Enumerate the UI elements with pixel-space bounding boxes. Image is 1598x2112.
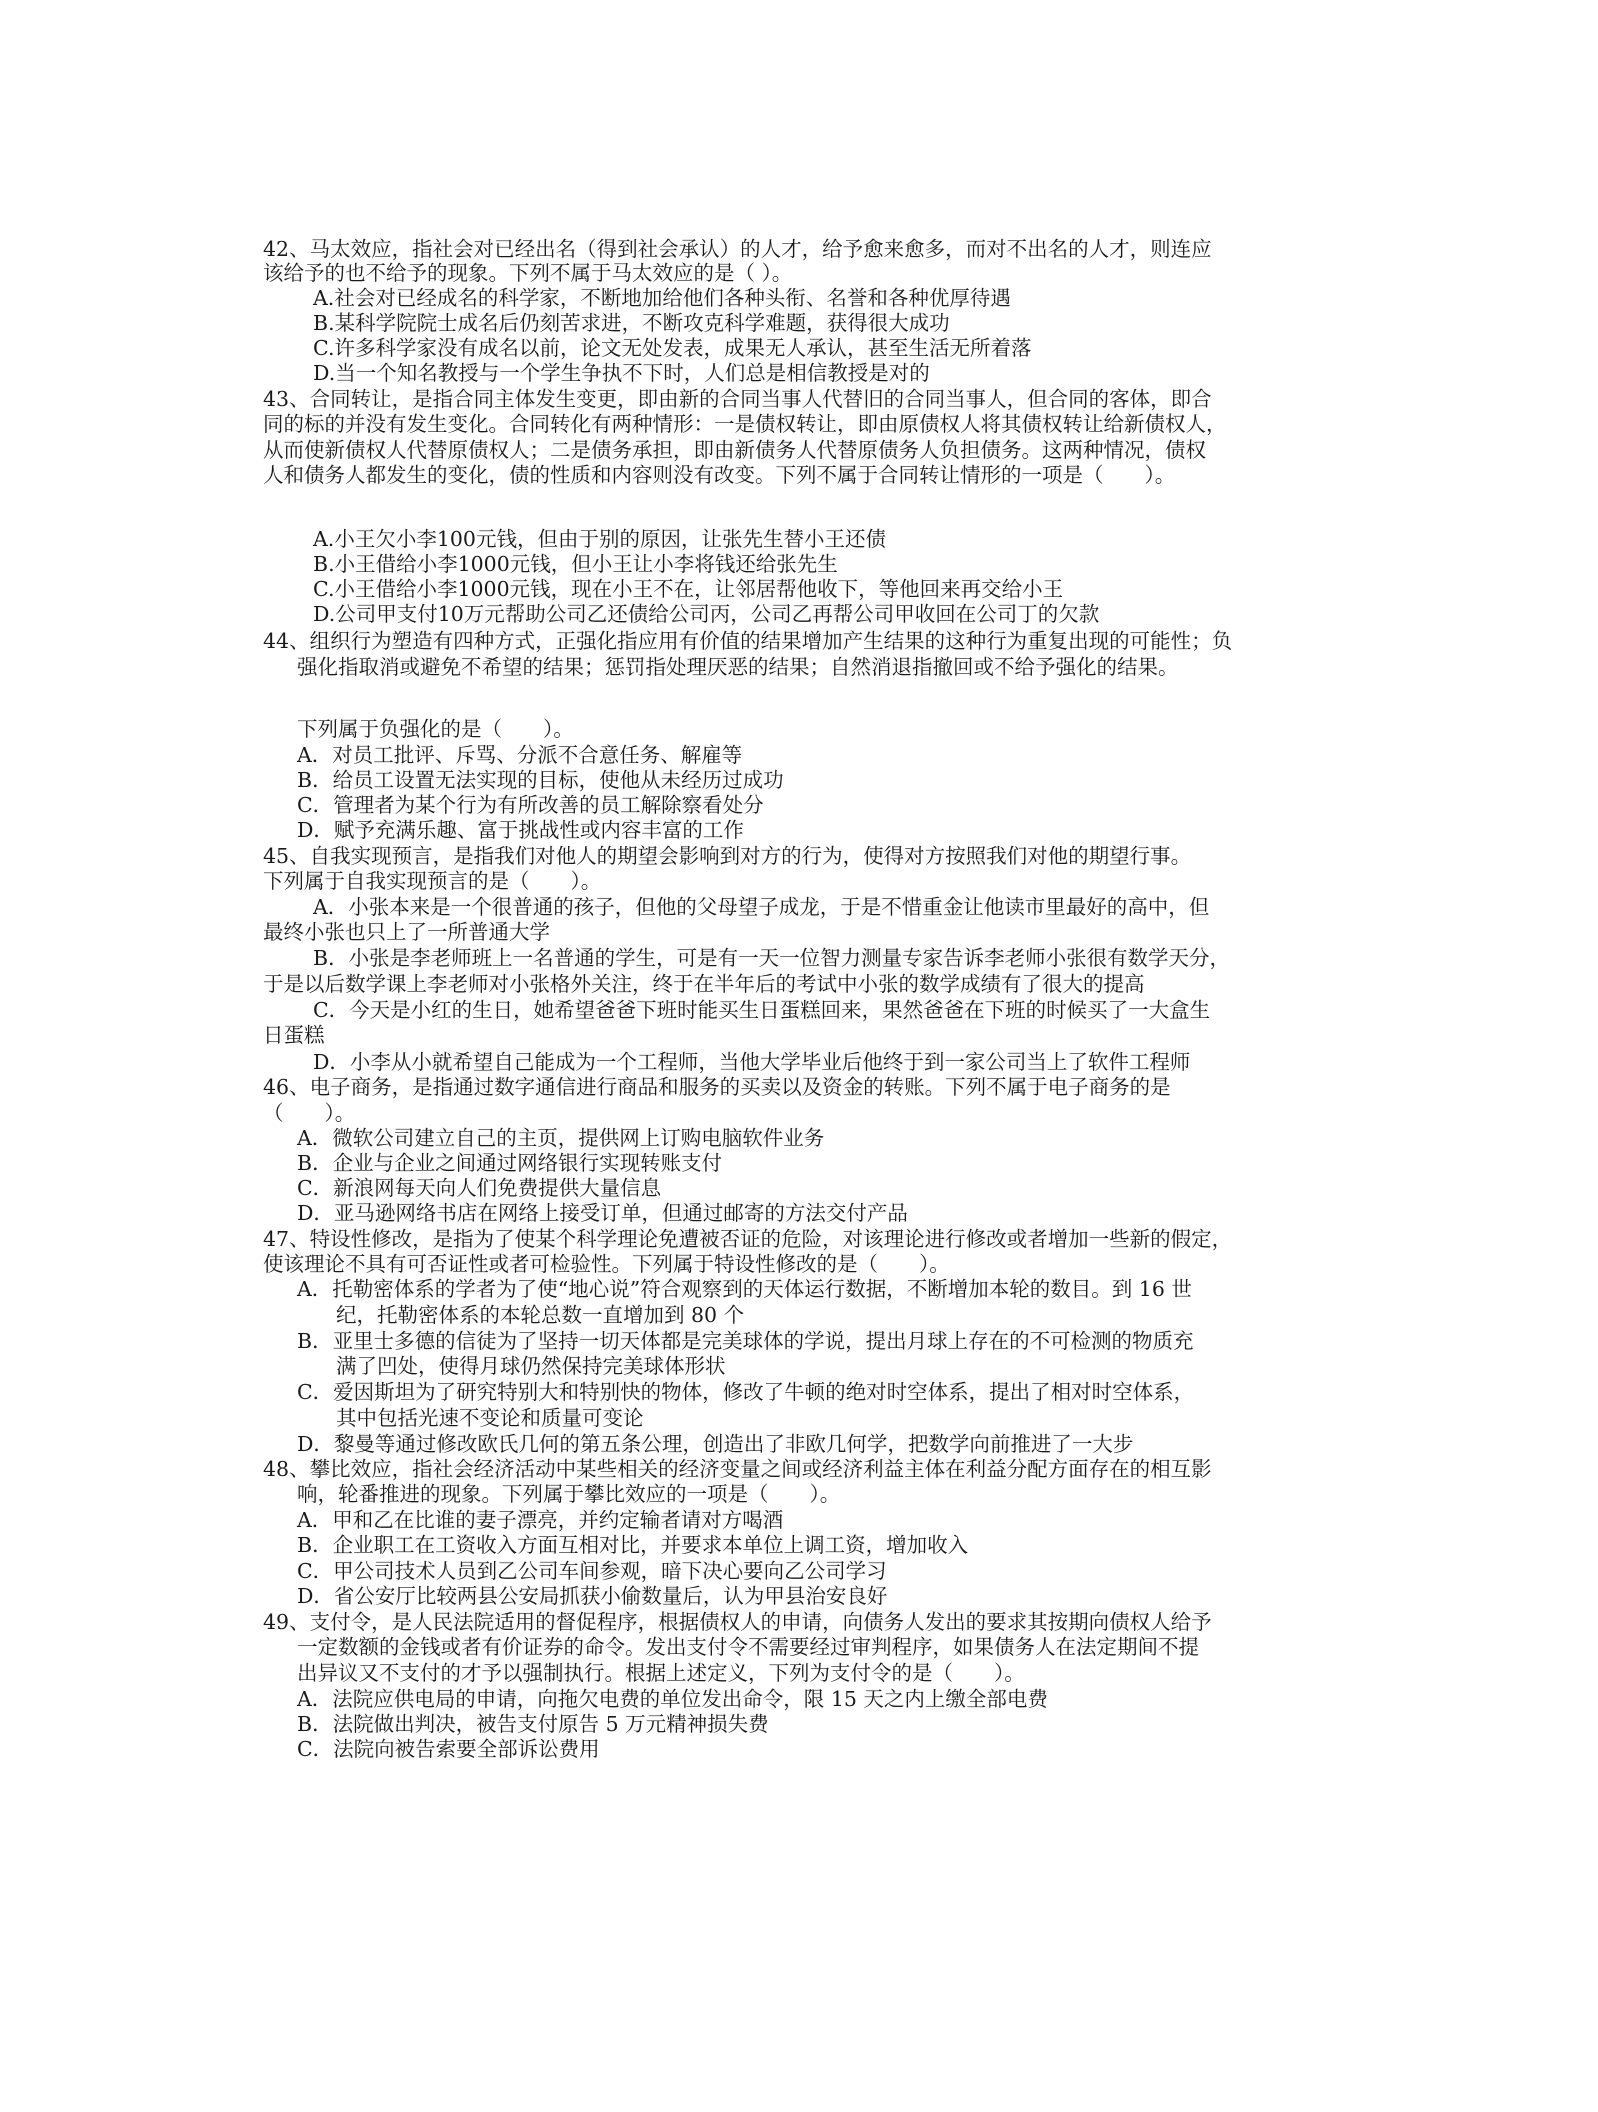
question-stem-line: 下列属于自我实现预言的是（ ）。 [263, 869, 602, 893]
option-line: A．甲和乙在比谁的妻子漂亮，并约定输者请对方喝酒 [297, 1508, 784, 1532]
option-line: A.社会对已经成名的科学家，不断地加给他们各种头衔、名誉和各种优厚待遇 [313, 286, 1011, 310]
option-line: B．给员工设置无法实现的目标，使他从未经历过成功 [297, 768, 784, 792]
option-line: B.小王借给小李1000元钱，但小王让小李将钱还给张先生 [313, 552, 838, 576]
option-line: A．小张本来是一个很普通的孩子，但他的父母望子成龙，于是不惜重金让他读市里最好的高中，但 [313, 895, 1210, 919]
question-stem-line: 人和债务人都发生的变化，债的性质和内容则没有改变。下列不属于合同转让情形的一项是（ ）。 [263, 463, 1176, 487]
option-line: C．甲公司技术人员到乙公司车间参观，暗下决心要向乙公司学习 [297, 1559, 887, 1583]
option-line: B．企业职工在工资收入方面互相对比，并要求本单位上调工资，增加收入 [297, 1533, 969, 1557]
option-line: D．黎曼等通过修改欧氏几何的第五条公理，创造出了非欧几何学，把数学向前推进了一大步 [297, 1432, 1134, 1456]
option-line: A．托勒密体系的学者为了使“地心说”符合观察到的天体运行数据，不断增加本轮的数目。到 16 世 [297, 1277, 1192, 1301]
option-line: C.许多科学家没有成名以前，论文无处发表，成果无人承认，甚至生活无所着落 [313, 336, 1032, 360]
question-stem-line: 同的标的并没有发生变化。合同转化有两种情形：一是债权转让，即由原债权人将其债权转让给新债权人， [263, 412, 1227, 436]
question-stem-line: 45、自我实现预言，是指我们对他人的期望会影响到对方的行为，使得对方按照我们对他的期望行事。 [263, 844, 1192, 868]
option-line: B.某科学院院士成名后仍刻苦求进，不断攻克科学难题，获得很大成功 [313, 311, 950, 335]
question-stem-line: 44、组织行为塑造有四种方式，正强化指应用有价值的结果增加产生结果的这种行为重复出现的可能性；负 [263, 629, 1233, 653]
option-line: B．小张是李老师班上一名普通的学生，可是有一天一位智力测量专家告诉李老师小张很有数学天分， [313, 946, 1231, 970]
option-line: B．亚里士多德的信徒为了坚持一切天体都是完美球体的学说，提出月球上存在的不可检测的物质充 [297, 1329, 1194, 1353]
question-stem-line: 使该理论不具有可否证性或者可检验性。下列属于特设性修改的是（ ）。 [263, 1252, 950, 1276]
option-line: C．管理者为某个行为有所改善的员工解除察看处分 [297, 793, 764, 817]
question-stem-line: 46、电子商务，是指通过数字通信进行商品和服务的买卖以及资金的转账。下列不属于电子商务的是 [263, 1075, 1171, 1099]
option-line: C．今天是小红的生日，她希望爸爸下班时能买生日蛋糕回来，果然爸爸在下班的时候买了一大盒生 [313, 998, 1211, 1022]
option-line: D．亚马逊网络书店在网络上接受订单，但通过邮寄的方法交付产品 [297, 1201, 908, 1225]
option-line: B．企业与企业之间通过网络银行实现转账支付 [297, 1151, 723, 1175]
question-stem-line: 从而使新债权人代替原债权人；二是债务承担，即由新债务人代替原债务人负担债务。这两种情况，债权 [263, 438, 1206, 462]
option-line: D．省公安厅比较两县公安局抓获小偷数量后，认为甲县治安良好 [297, 1584, 888, 1608]
option-line: C.小王借给小李1000元钱，现在小王不在，让邻居帮他收下，等他回来再交给小王 [313, 577, 1064, 601]
question-stem-line: 下列属于负强化的是（ ）。 [297, 717, 574, 741]
question-stem-line: 出异议又不支付的才予以强制执行。根据上述定义，下列为支付令的是（ ）。 [297, 1661, 1025, 1685]
option-line: A．对员工批评、斥骂、分派不合意任务、解雇等 [297, 743, 743, 767]
option-line: C．爱因斯坦为了研究特别大和特别快的物体，修改了牛顿的绝对时空体系，提出了相对时空体系， [297, 1380, 1195, 1404]
option-line: A.小王欠小李100元钱，但由于别的原因，让张先生替小王还债 [313, 527, 886, 551]
option-line: A．法院应供电局的申请，向拖欠电费的单位发出命令，限 15 天之内上缴全部电费 [297, 1687, 1048, 1711]
question-stem-line: 一定数额的金钱或者有价证券的命令。发出支付令不需要经过审判程序，如果债务人在法定期间不提 [297, 1635, 1199, 1659]
option-line: 满了凹处，使得月球仍然保持完美球体形状 [336, 1354, 726, 1378]
option-line: D．赋予充满乐趣、富于挑战性或内容丰富的工作 [297, 818, 744, 842]
question-stem-line: 响，轮番推进的现象。下列属于攀比效应的一项是（ ）。 [297, 1482, 841, 1506]
question-stem-line: 该给予的也不给予的现象。下列不属于马太效应的是（ ）。 [263, 261, 793, 285]
question-stem-line: 49、支付令，是人民法院适用的督促程序，根据债权人的申请，向债务人发出的要求其按期向债权人给予 [263, 1610, 1212, 1634]
question-stem-line: （ ）。 [263, 1101, 356, 1125]
option-line: D.公司甲支付10万元帮助公司乙还债给公司丙，公司乙再帮公司甲收回在公司丁的欠款 [313, 602, 1100, 626]
question-stem-line: 强化指取消或避免不希望的结果；惩罚指处理厌恶的结果；自然消退指撤回或不给予强化的结果。 [297, 655, 1179, 679]
question-stem-line: 42、马太效应，指社会对已经出名（得到社会承认）的人才，给予愈来愈多，而对不出名的人才，则连应 [263, 237, 1212, 261]
option-line: 日蛋糕 [263, 1023, 325, 1047]
option-line: 其中包括光速不变论和质量可变论 [336, 1406, 644, 1430]
option-line: C．新浪网每天向人们免费提供大量信息 [297, 1176, 662, 1200]
option-line: C．法院向被告索要全部诉讼费用 [297, 1737, 600, 1761]
option-line: D．小李从小就希望自己能成为一个工程师，当他大学毕业后他终于到一家公司当上了软件工程师 [313, 1050, 1191, 1074]
question-stem-line: 48、攀比效应，指社会经济活动中某些相关的经济变量之间或经济利益主体在利益分配方面存在的相互影 [263, 1457, 1212, 1481]
option-line: B．法院做出判决，被告支付原告 5 万元精神损失费 [297, 1712, 769, 1736]
question-stem-line: 47、特设性修改，是指为了使某个科学理论免遭被否证的危险，对该理论进行修改或者增加一些新的假定， [263, 1227, 1233, 1251]
option-line: 最终小张也只上了一所普通大学 [263, 920, 550, 944]
question-stem-line: 43、合同转让，是指合同主体发生变更，即由新的合同当事人代替旧的合同当事人，但合同的客体，即合 [263, 387, 1212, 411]
option-line: D.当一个知名教授与一个学生争执不下时，人们总是相信教授是对的 [313, 361, 930, 385]
option-line: 纪，托勒密体系的本轮总数一直增加到 80 个 [336, 1303, 745, 1327]
option-line: A．微软公司建立自己的主页，提供网上订购电脑软件业务 [297, 1126, 825, 1150]
option-line: 于是以后数学课上李老师对小张格外关注，终于在半年后的考试中小张的数学成绩有了很大的提高 [263, 972, 1145, 996]
